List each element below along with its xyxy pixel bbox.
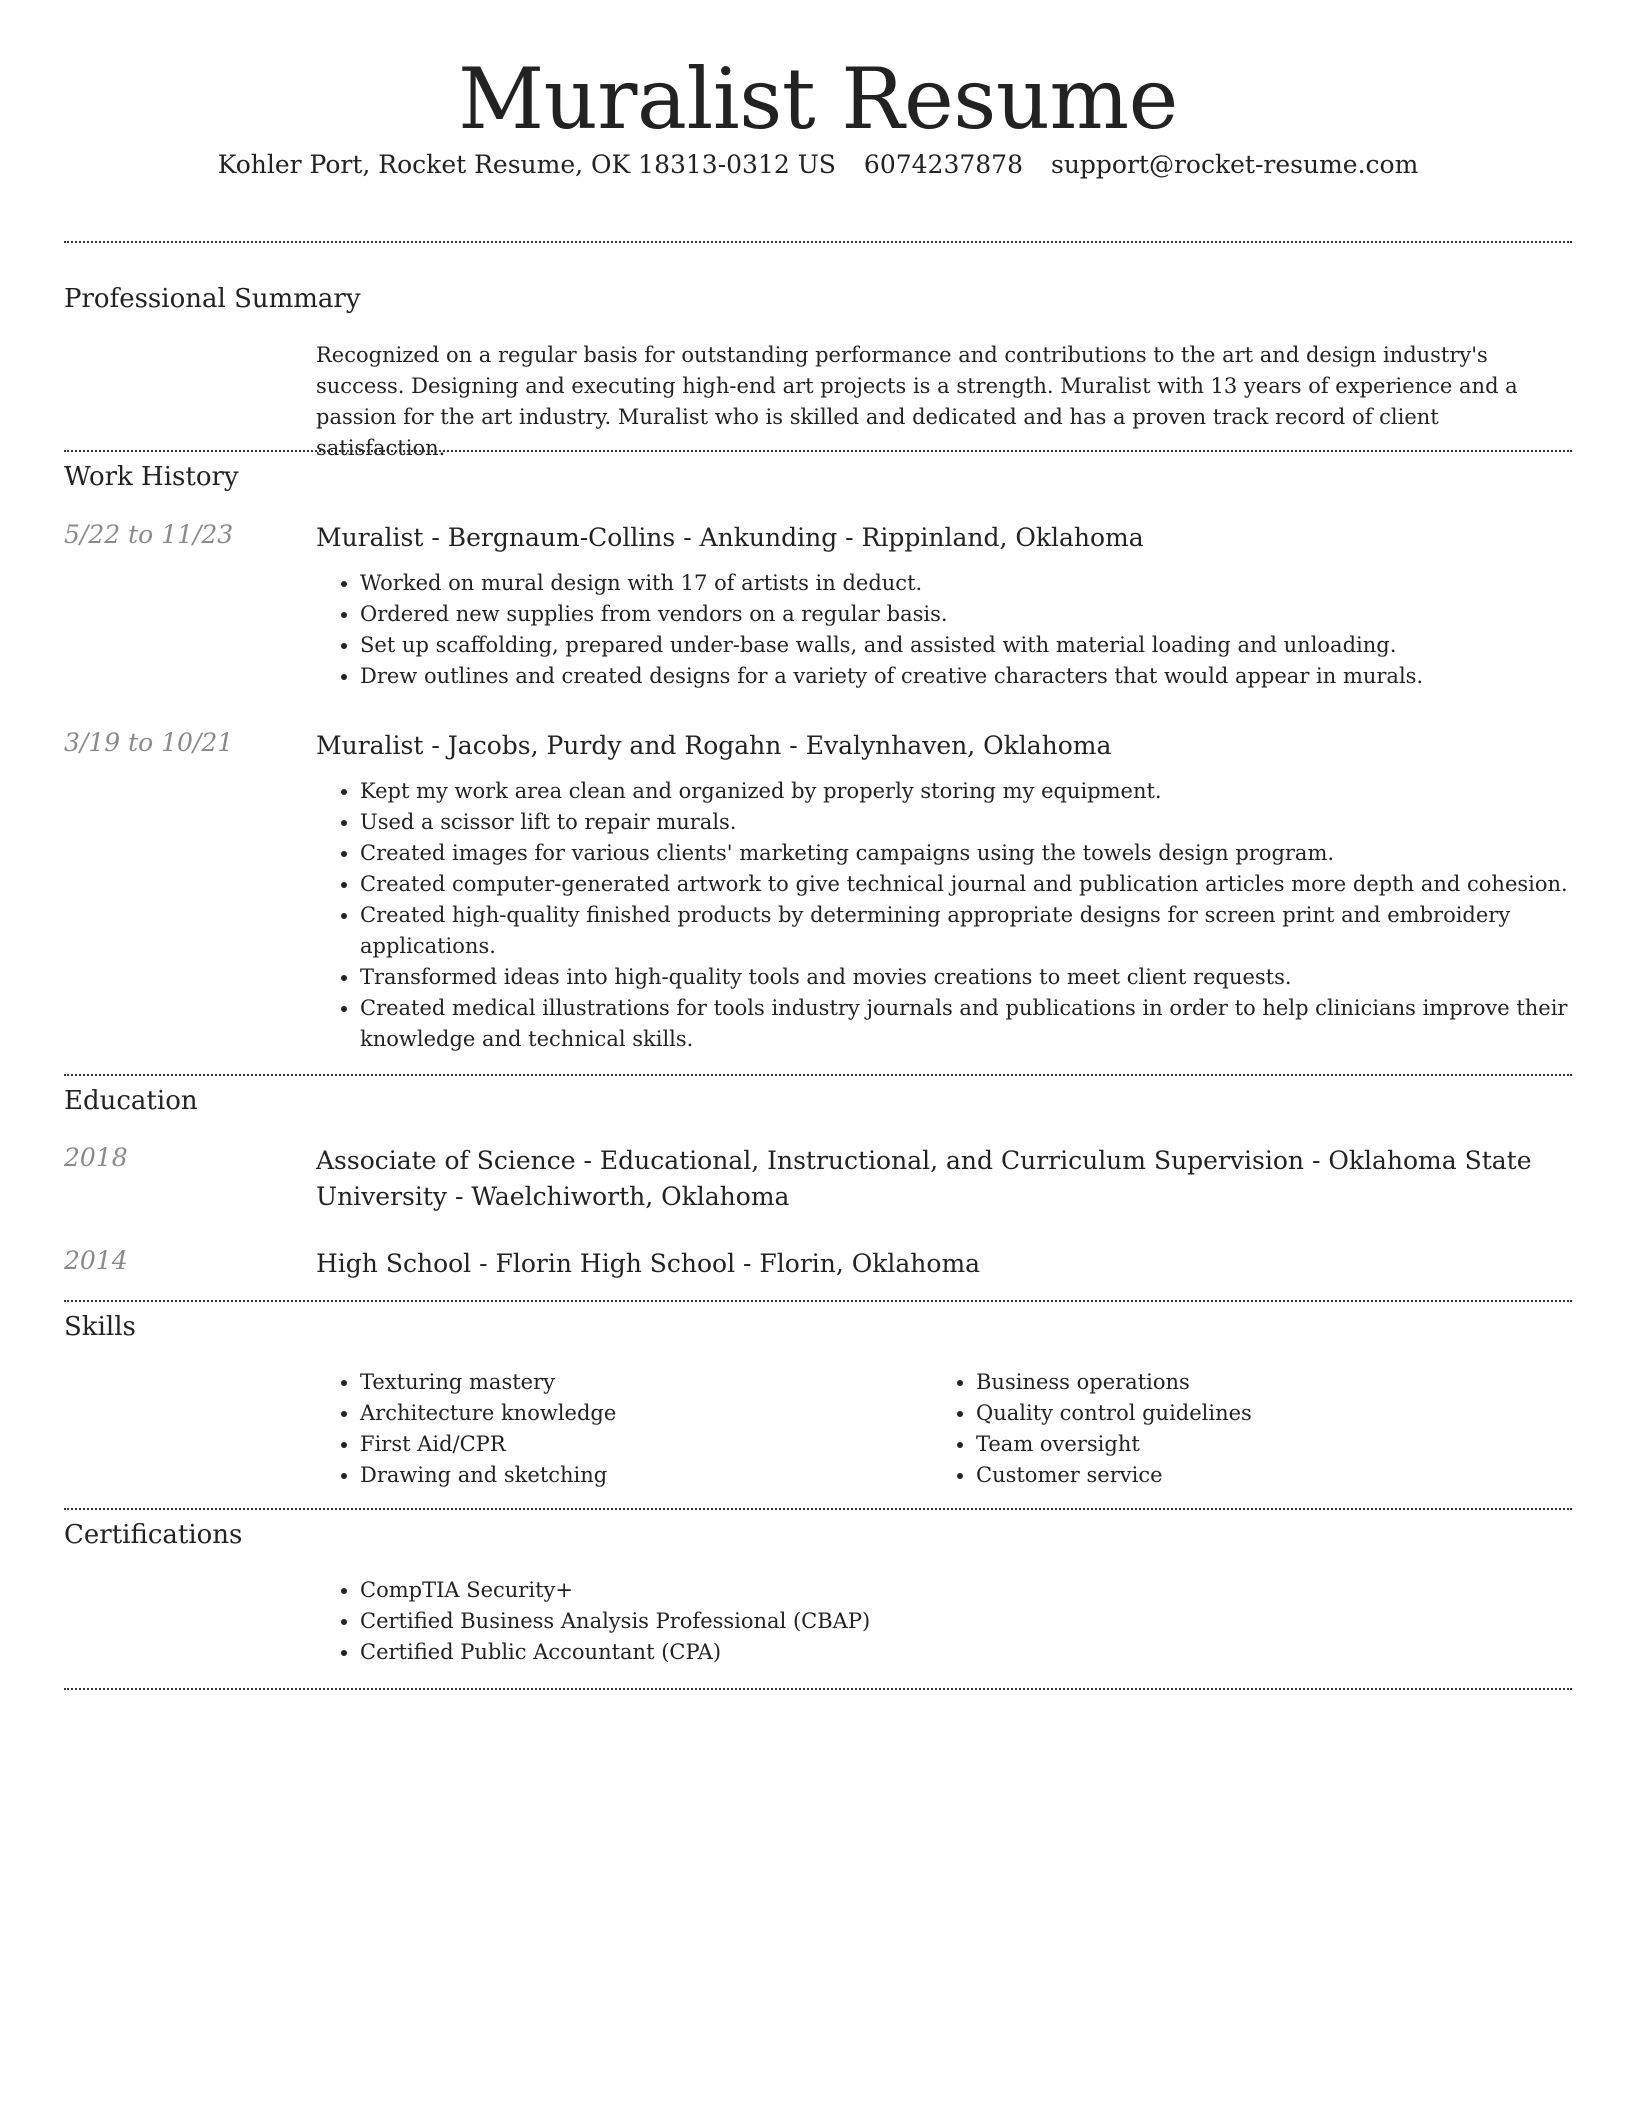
job-title: Muralist - Jacobs, Purdy and Rogahn - Evalynhaven, Oklahoma — [316, 731, 1112, 760]
divider — [64, 450, 1572, 452]
divider — [64, 1508, 1572, 1510]
job-dates: 5/22 to 11/23 — [64, 520, 234, 549]
list-item: • Created images for various clients' marketing campaigns using the towels design program. — [360, 838, 1572, 869]
list-item: • Created medical illustrations for tools industry journals and publications in order to help clinicians improve their knowledge and technical skills. — [360, 993, 1572, 1055]
job-entry — [64, 520, 1572, 692]
job-entry — [64, 728, 1572, 1055]
list-item: • Drawing and sketching — [360, 1460, 932, 1491]
section-title: Education — [64, 1086, 198, 1116]
list-item: • Created high-quality finished products by determining appropriate designs for screen print and embroidery applications. — [360, 900, 1572, 962]
education-year: 2018 — [64, 1143, 128, 1172]
section-title: Work History — [64, 462, 239, 492]
education-section — [64, 1086, 1572, 1116]
summary-section — [64, 284, 1572, 464]
work-section — [64, 462, 1572, 492]
education-title: Associate of Science - Educational, Instructional, and Curriculum Supervision - Oklahoma State University - Waelchiworth, Oklahoma — [316, 1146, 1532, 1211]
job-dates: 3/19 to 10/21 — [64, 728, 234, 757]
contact-phone: 6074237878 — [863, 150, 1023, 179]
resume-page — [64, 0, 1572, 1664]
list-item: • Customer service — [976, 1460, 1548, 1491]
list-item: • Texturing mastery — [360, 1367, 932, 1398]
list-item: • Transformed ideas into high-quality tools and movies creations to meet client requests. — [360, 962, 1572, 993]
skills-section — [64, 1312, 1572, 1342]
list-item: • Worked on mural design with 17 of artists in deduct. — [360, 568, 1572, 599]
list-item: • Business operations — [976, 1367, 1548, 1398]
skills-list-right — [932, 1367, 1548, 1491]
job-title: Muralist - Bergnaum-Collins - Ankunding - Rippinland, Oklahoma — [316, 523, 1144, 552]
divider — [64, 1688, 1572, 1690]
education-year: 2014 — [64, 1246, 128, 1275]
divider — [64, 1074, 1572, 1076]
list-item: • First Aid/CPR — [360, 1429, 932, 1460]
list-item: • Quality control guidelines — [976, 1398, 1548, 1429]
list-item: • Drew outlines and created designs for a variety of creative characters that would appear in murals. — [360, 661, 1572, 692]
section-title: Skills — [64, 1312, 136, 1342]
skills-list-left — [316, 1367, 932, 1491]
education-entry — [64, 1246, 1572, 1282]
education-entry — [64, 1143, 1572, 1215]
list-item: • Set up scaffolding, prepared under-base walls, and assisted with material loading and unloading. — [360, 630, 1572, 661]
contact-address: Kohler Port, Rocket Resume, OK 18313-0312 US — [217, 150, 836, 179]
list-item: • Architecture knowledge — [360, 1398, 932, 1429]
list-item: • Certified Public Accountant (CPA) — [360, 1637, 1572, 1668]
list-item: • CompTIA Security+ — [360, 1575, 1572, 1606]
job-bullets — [316, 776, 1572, 1055]
list-item: • Kept my work area clean and organized by properly storing my equipment. — [360, 776, 1572, 807]
section-title: Professional Summary — [64, 284, 361, 314]
certifications-list — [316, 1575, 1572, 1668]
certifications-section — [64, 1520, 1572, 1550]
summary-text: Recognized on a regular basis for outstanding performance and contributions to the art and design industry's success. Designing and executing high-end art projects is a strength. Muralist with 13 years of experience and a passion for the art industry. Muralist who is skilled and dedicated and has a proven track record of client satisfaction. — [316, 343, 1518, 460]
list-item: • Created computer-generated artwork to give technical journal and publication articles more depth and cohesion. — [360, 869, 1572, 900]
list-item: • Used a scissor lift to repair murals. — [360, 807, 1572, 838]
job-bullets — [316, 568, 1572, 692]
resume-title: Muralist Resume — [458, 50, 1178, 148]
list-item: • Team oversight — [976, 1429, 1548, 1460]
section-title: Certifications — [64, 1520, 243, 1550]
skills-grid — [316, 1367, 1572, 1491]
list-item: • Certified Business Analysis Professional (CBAP) — [360, 1606, 1572, 1637]
divider — [64, 1300, 1572, 1302]
contact-email: support@rocket-resume.com — [1050, 150, 1419, 179]
divider — [64, 241, 1572, 243]
contact-line — [64, 150, 1572, 182]
education-title: High School - Florin High School - Florin, Oklahoma — [316, 1249, 981, 1278]
list-item: • Ordered new supplies from vendors on a regular basis. — [360, 599, 1572, 630]
